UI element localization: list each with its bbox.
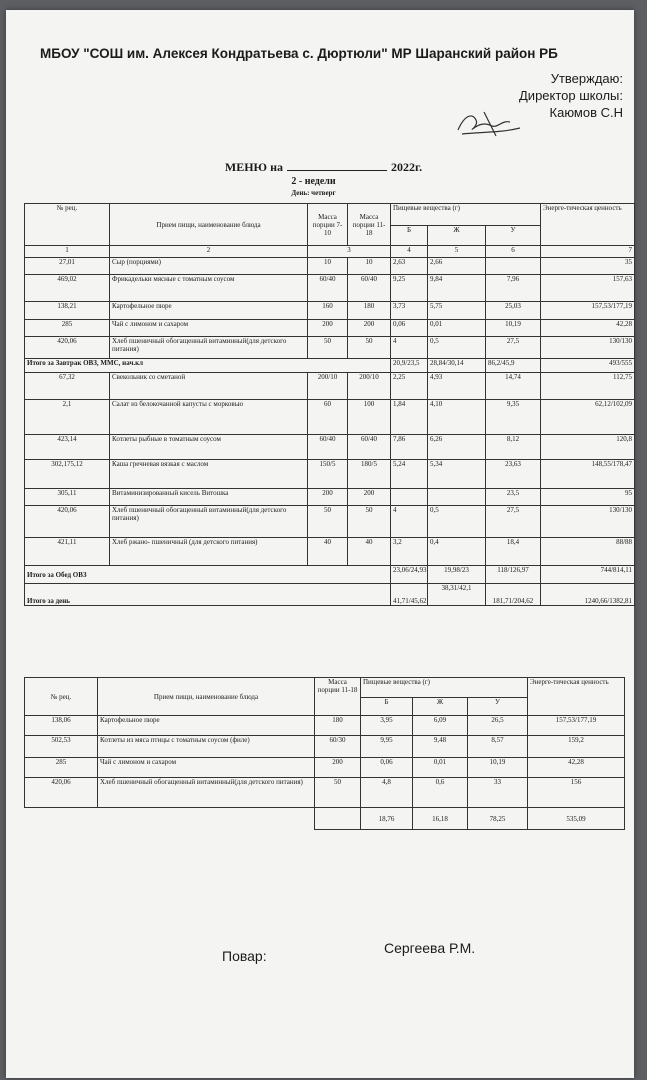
header-energy: Энерге-тическая ценность [541, 204, 635, 246]
table-row [25, 435, 635, 460]
header-u: У [486, 226, 541, 246]
cell-mass-11-18: 40 [348, 538, 391, 566]
table-row [25, 275, 635, 302]
cell-meal-name: Котлеты рыбные в томатным соусом [110, 435, 308, 460]
table-row [25, 506, 635, 538]
lunch-total-zh: 19,98/23 [428, 566, 486, 584]
cell-recipe: 421,11 [25, 538, 110, 566]
cell-b: 4,8 [361, 778, 413, 808]
cell-meal-name: Картофельное пюре [98, 716, 315, 736]
header-b: Б [361, 698, 413, 716]
day-total-zh: 38,31/42,1 [428, 584, 486, 606]
header-nutrients: Пищевые вещества (г) [361, 678, 528, 698]
cell-mass-11-18: 200 [315, 758, 361, 778]
header-recipe: № рец. [25, 204, 110, 246]
cell-recipe: 502,53 [25, 736, 98, 758]
total-u: 78,25 [468, 808, 528, 830]
header-zh: Ж [428, 226, 486, 246]
empty-cell [25, 808, 98, 830]
header-mass-11-18: Масса порции 11-18 [315, 678, 361, 716]
table-row [25, 736, 625, 758]
cell-u: 10,19 [486, 320, 541, 337]
table-row [25, 320, 635, 337]
number-cell: 2 [110, 246, 308, 258]
total-zh: 16,18 [413, 808, 468, 830]
cell-zh: 4,93 [428, 373, 486, 400]
total-b: 18,76 [361, 808, 413, 830]
cell-meal-name: Фрикадельки мясные с томатным соусом [110, 275, 308, 302]
cook-name: Сергеева Р.М. [384, 940, 476, 956]
day-total-u: 181,71/204,62 [486, 584, 541, 606]
header-mass-7-10: Масса порции 7-10 [308, 204, 348, 246]
cell-meal-name: Хлеб пшеничный обогащенный витаминный(для детского питания) [110, 506, 308, 538]
cell-u: 27,5 [486, 337, 541, 359]
header-energy: Энерге-тическая ценность [528, 678, 625, 716]
cell-mass-11-18: 180/5 [348, 460, 391, 489]
cell-mass-11-18: 60/40 [348, 435, 391, 460]
cell-zh: 0,5 [428, 506, 486, 538]
cell-meal-name: Чай с лимоном и сахаром [110, 320, 308, 337]
cell-energy: 42,28 [541, 320, 635, 337]
cell-zh: 0,01 [428, 320, 486, 337]
cell-b: 0,06 [361, 758, 413, 778]
cell-mass-7-10: 200 [308, 489, 348, 506]
cell-mass-7-10: 10 [308, 258, 348, 275]
header-nutrients: Пищевые вещества (г) [391, 204, 541, 226]
cell-b: 9,95 [361, 736, 413, 758]
header-b: Б [391, 226, 428, 246]
cell-recipe: 305,11 [25, 489, 110, 506]
menu-title [0, 160, 647, 175]
cell-mass-11-18: 200/10 [348, 373, 391, 400]
lunch-total-b: 23,06/24,93 [391, 566, 428, 584]
breakfast-total-b: 20,9/23,5 [391, 359, 428, 373]
cell-u: 23,5 [486, 489, 541, 506]
cell-recipe: 469,02 [25, 275, 110, 302]
cell-energy: 130/130 [541, 506, 635, 538]
cell-meal-name: Свекольник со сметаной [110, 373, 308, 400]
number-cell: 6 [486, 246, 541, 258]
table-row [25, 489, 635, 506]
menu-day: День: четверг [291, 189, 336, 197]
number-cell: 3 [308, 246, 391, 258]
cell-mass-7-10: 40 [308, 538, 348, 566]
table-row [25, 778, 625, 808]
cell-mass-7-10: 150/5 [308, 460, 348, 489]
table-row [25, 302, 635, 320]
cell-mass-7-10: 50 [308, 506, 348, 538]
approval-line: Утверждаю: [550, 71, 623, 86]
menu-title-left: МЕНЮ на [224, 160, 283, 174]
cell-energy: 35 [541, 258, 635, 275]
breakfast-total-label: Итого за Завтрак ОВЗ, ММС, нач.кл [25, 359, 391, 373]
cell-mass-7-10: 160 [308, 302, 348, 320]
cell-meal-name: Котлеты из мяса птицы с томатным соусом (филе) [98, 736, 315, 758]
cell-mass-11-18: 50 [315, 778, 361, 808]
cell-mass-11-18: 180 [348, 302, 391, 320]
table-row [25, 538, 635, 566]
menu-table-ovz [24, 677, 625, 830]
cell-b: 2,25 [391, 373, 428, 400]
table-row [25, 460, 635, 489]
header-mass-11-18: Масса порции 11-18 [348, 204, 391, 246]
cell-b: 9,25 [391, 275, 428, 302]
cell-energy: 112,75 [541, 373, 635, 400]
cell-mass-7-10: 60/40 [308, 275, 348, 302]
menu-week: 2 - недели [291, 176, 336, 187]
cell-zh: 5,75 [428, 302, 486, 320]
cell-recipe: 423,14 [25, 435, 110, 460]
cell-u: 27,5 [486, 506, 541, 538]
header-recipe: № рец. [25, 678, 98, 716]
cell-zh: 9,48 [413, 736, 468, 758]
header-zh: Ж [413, 698, 468, 716]
cell-energy: 157,53/177,19 [541, 302, 635, 320]
cell-recipe: 285 [25, 320, 110, 337]
cell-b [391, 489, 428, 506]
day-total-b: 41,71/45,62 [391, 584, 428, 606]
header-meal: Прием пищи, наименование блюда [110, 204, 308, 246]
cell-b: 7,86 [391, 435, 428, 460]
cell-mass-11-18: 100 [348, 400, 391, 435]
cell-zh: 6,26 [428, 435, 486, 460]
lunch-total-energy: 744/814,11 [541, 566, 635, 584]
empty-cell [98, 808, 315, 830]
cell-recipe: 138,06 [25, 716, 98, 736]
cell-recipe: 67,32 [25, 373, 110, 400]
number-cell: 7 [541, 246, 635, 258]
cell-meal-name: Каша гречневая вязкая с маслом [110, 460, 308, 489]
header-u: У [468, 698, 528, 716]
cell-meal-name: Хлеб пшеничный обогащенный витаминный(для детского питания) [98, 778, 315, 808]
table-row [25, 716, 625, 736]
table-row [25, 400, 635, 435]
number-cell: 1 [25, 246, 110, 258]
cell-energy: 157,53/177,19 [528, 716, 625, 736]
cell-mass-11-18: 60/40 [348, 275, 391, 302]
cell-zh: 2,66 [428, 258, 486, 275]
cell-mass-11-18: 180 [315, 716, 361, 736]
table-row [25, 337, 635, 359]
cell-zh: 9,84 [428, 275, 486, 302]
cell-meal-name: Хлеб ржано- пшеничный (для детского питания) [110, 538, 308, 566]
cell-energy: 157,63 [541, 275, 635, 302]
cell-u [486, 258, 541, 275]
cell-zh: 0,5 [428, 337, 486, 359]
cell-mass-7-10: 60 [308, 400, 348, 435]
cell-u: 9,35 [486, 400, 541, 435]
cell-u: 8,57 [468, 736, 528, 758]
cook-label: Повар: [222, 948, 267, 964]
date-blank-line [287, 170, 387, 171]
cell-b: 4 [391, 337, 428, 359]
cell-b: 0,06 [391, 320, 428, 337]
cell-zh: 0,6 [413, 778, 468, 808]
cell-recipe: 2,1 [25, 400, 110, 435]
cell-recipe: 420,06 [25, 506, 110, 538]
breakfast-total-u: 86,2/45,9 [486, 359, 541, 373]
cell-mass-7-10: 200/10 [308, 373, 348, 400]
cell-b: 1,84 [391, 400, 428, 435]
empty-cell [315, 808, 361, 830]
menu-table-main [24, 203, 635, 606]
organization-title: МБОУ "СОШ им. Алексея Кондратьева с. Дюртюли" МР Шаранский район РБ [40, 46, 558, 61]
cell-recipe: 138,21 [25, 302, 110, 320]
cell-zh: 0,4 [428, 538, 486, 566]
cell-meal-name: Салат из белокочанной капусты с морковью [110, 400, 308, 435]
day-total-energy: 1240,66/1382,81 [541, 584, 635, 606]
cell-u: 33 [468, 778, 528, 808]
cell-mass-11-18: 10 [348, 258, 391, 275]
breakfast-total-energy: 493/555 [541, 359, 635, 373]
cell-mass-7-10: 200 [308, 320, 348, 337]
cell-energy: 88/88 [541, 538, 635, 566]
cell-b: 4 [391, 506, 428, 538]
approval-block [519, 70, 623, 121]
cell-energy: 159,2 [528, 736, 625, 758]
cell-u: 18,4 [486, 538, 541, 566]
cell-energy: 95 [541, 489, 635, 506]
menu-title-right: 2022г. [390, 160, 423, 174]
table-row [25, 258, 635, 275]
number-cell: 4 [391, 246, 428, 258]
cell-u: 26,5 [468, 716, 528, 736]
number-cell: 5 [428, 246, 486, 258]
cell-b: 3,95 [361, 716, 413, 736]
approval-line: Каюмов С.Н [549, 105, 623, 120]
cell-zh: 0,01 [413, 758, 468, 778]
cell-energy: 156 [528, 778, 625, 808]
breakfast-total-zh: 28,84/30,14 [428, 359, 486, 373]
cell-recipe: 302,175,12 [25, 460, 110, 489]
cell-energy: 62,12/102,09 [541, 400, 635, 435]
cell-recipe: 420,06 [25, 337, 110, 359]
cell-meal-name: Сыр (порциями) [110, 258, 308, 275]
cell-energy: 42,28 [528, 758, 625, 778]
cell-b: 3,2 [391, 538, 428, 566]
cell-b: 2,63 [391, 258, 428, 275]
lunch-total-label: Итого за Обед ОВЗ [25, 566, 391, 584]
cell-mass-11-18: 200 [348, 320, 391, 337]
approval-line: Директор школы: [519, 88, 623, 103]
cell-u: 7,96 [486, 275, 541, 302]
header-meal: Прием пищи, наименование блюда [98, 678, 315, 716]
cell-mass-11-18: 200 [348, 489, 391, 506]
cell-meal-name: Чай с лимоном и сахаром [98, 758, 315, 778]
cell-mass-11-18: 50 [348, 506, 391, 538]
cell-zh: 6,09 [413, 716, 468, 736]
cell-b: 3,73 [391, 302, 428, 320]
cell-recipe: 420,06 [25, 778, 98, 808]
cell-mass-7-10: 60/40 [308, 435, 348, 460]
cell-recipe: 285 [25, 758, 98, 778]
director-signature [454, 106, 524, 140]
cell-u: 14,74 [486, 373, 541, 400]
cell-b: 5,24 [391, 460, 428, 489]
cell-zh: 4,10 [428, 400, 486, 435]
cell-u: 10,19 [468, 758, 528, 778]
cell-mass-7-10: 50 [308, 337, 348, 359]
cell-mass-11-18: 60/30 [315, 736, 361, 758]
cell-energy: 120,8 [541, 435, 635, 460]
table-row [25, 373, 635, 400]
cell-u: 8,12 [486, 435, 541, 460]
cell-zh [428, 489, 486, 506]
table-row [25, 758, 625, 778]
cell-u: 23,63 [486, 460, 541, 489]
cell-energy: 148,55/178,47 [541, 460, 635, 489]
lunch-total-u: 118/126,97 [486, 566, 541, 584]
cell-u: 25,03 [486, 302, 541, 320]
cell-zh: 5,34 [428, 460, 486, 489]
cell-mass-11-18: 50 [348, 337, 391, 359]
cell-meal-name: Хлеб пшеничный обогащенный витаминный(для детского питания) [110, 337, 308, 359]
cell-meal-name: Витаминизированный кисель Витошка [110, 489, 308, 506]
cell-recipe: 27,01 [25, 258, 110, 275]
total-energy: 535,09 [528, 808, 625, 830]
cell-energy: 130/130 [541, 337, 635, 359]
cell-meal-name: Картофельное пюре [110, 302, 308, 320]
day-total-label: Итого за день [25, 584, 391, 606]
